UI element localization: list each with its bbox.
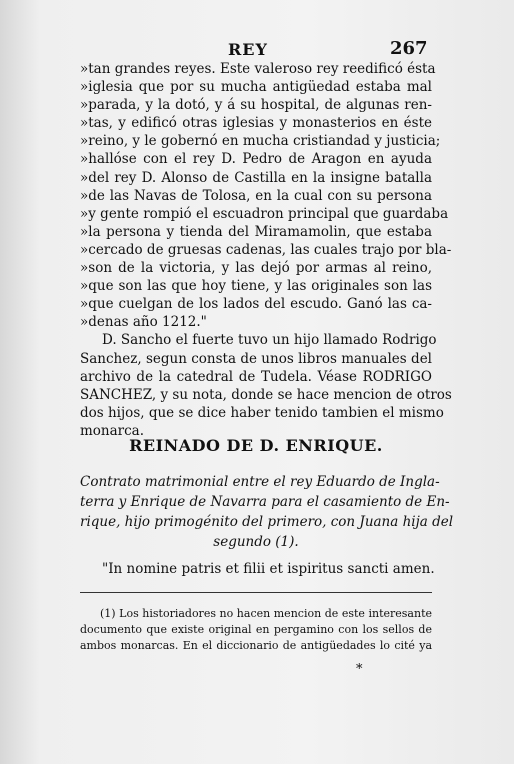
text-line: segundo (1).: [213, 534, 299, 550]
text-line: rique, hijo primogénito del primero, con Juana hija del: [80, 514, 454, 530]
text-line: monarca.: [80, 422, 145, 439]
text-line: »y gente rompió el escuadron principal que guardaba: [80, 205, 449, 222]
text-line: »parada, y la dotó, y á su hospital, de algunas ren-: [80, 97, 432, 114]
text-line: »tan grandes reyes. Este valeroso rey reedificó ésta: [80, 61, 436, 77]
text-line: »de las Navas de Tolosa, en la cual con su persona: [80, 187, 432, 204]
footnote: [80, 606, 432, 654]
paragraph: [80, 331, 452, 440]
text-line: archivo de la catedral de Tudela. Véase RODRIGO: [80, 368, 432, 385]
text-line: Sanchez, segun consta de unos libros manuales del: [80, 350, 432, 367]
body-text: [80, 60, 452, 440]
document-title: [80, 472, 454, 552]
text-line: »que cuelgan de los lados del escudo. Ganó las ca-: [80, 296, 432, 313]
signature-mark: *: [356, 662, 363, 677]
text-line: ambos monarcas. En el diccionario de antigüedades lo cité ya: [80, 639, 432, 652]
text-line: Contrato matrimonial entre el rey Eduardo de Ingla-: [80, 474, 440, 490]
text-line: dos hijos, que se dice haber tenido tambien el mismo: [80, 404, 444, 421]
footnote-divider: [80, 592, 432, 593]
text-line: »tas, y edificó otras iglesias y monasterios en éste: [80, 115, 432, 132]
text-line: »del rey D. Alonso de Castilla en la insigne batalla: [80, 169, 432, 186]
text-line: »que son las que hoy tiene, y las originales son las: [80, 278, 432, 295]
text-line: (1) Los historiadores no hacen mencion de este interesante: [100, 607, 432, 620]
page-number: 267: [390, 38, 428, 59]
text-line: »cercado de gruesas cadenas, las cuales trajo por bla-: [80, 241, 452, 258]
text-line: D. Sancho el fuerte tuvo un hijo llamado Rodrigo: [102, 332, 437, 349]
opening-line: "In nomine patris et filii et ispiritus sancti amen.: [102, 561, 435, 577]
page-header: [0, 38, 514, 62]
text-line: SANCHEZ, y su nota, donde se hace mencion de otros: [80, 386, 452, 403]
section-heading: REINADO DE D. ENRIQUE.: [129, 436, 383, 455]
quoted-passage: [80, 60, 452, 331]
running-head: REY: [228, 40, 268, 59]
text-line: documento que existe original en pergamino con los sellos de: [80, 623, 432, 636]
text-line: »denas año 1212.": [80, 314, 207, 331]
text-line: »son de la victoria, y las dejó por armas al reino,: [80, 260, 432, 277]
text-line: »iglesia que por su mucha antigüedad estaba mal: [80, 79, 432, 96]
text-line: »la persona y tienda del Miramamolin, que estaba: [80, 223, 432, 240]
text-line: terra y Enrique de Navarra para el casamiento de En-: [80, 494, 450, 510]
text-line: »hallóse con el rey D. Pedro de Aragon en ayuda: [80, 151, 432, 168]
text-line: »reino, y le gobernó en mucha cristiandad y justicia;: [80, 133, 441, 150]
